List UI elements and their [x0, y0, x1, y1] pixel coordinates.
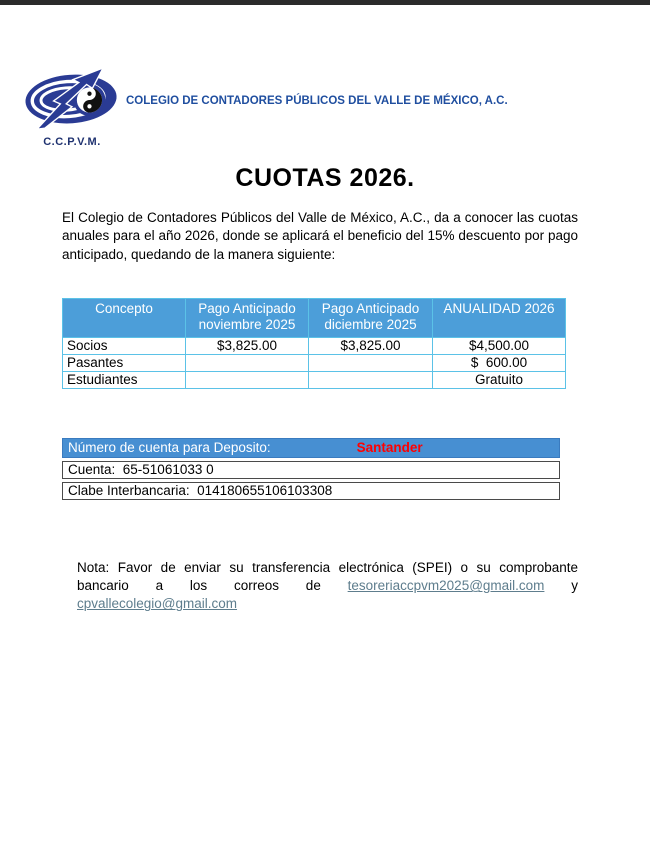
ccpvm-logo-icon	[23, 67, 121, 133]
bank-section-header	[62, 438, 560, 458]
bank-account-section	[62, 438, 560, 500]
cell-estudiantes-diciembre	[309, 371, 433, 388]
fees-table	[62, 298, 566, 389]
table-row-socios	[63, 337, 566, 354]
fees-table-header-row	[63, 298, 566, 337]
cell-pasantes-diciembre	[309, 354, 433, 371]
column-header-anualidad: ANUALIDAD 2026	[433, 298, 566, 337]
email-link-tesoreria[interactable]: tesoreriaccpvm2025@gmail.com	[347, 578, 545, 594]
cell-socios-diciembre: $3,825.00	[309, 337, 433, 354]
logo-caption: C.C.P.V.M.	[43, 136, 101, 148]
bank-account-number: Cuenta: 65-51061033 0	[62, 461, 560, 479]
page-top-border	[0, 0, 650, 5]
table-row-estudiantes	[63, 371, 566, 388]
note-text: Nota: Favor de enviar su transferencia electrónica (SPEI) o su comprobante bancario a los correos de	[77, 559, 578, 594]
note-paragraph	[77, 559, 578, 614]
bank-clabe-number: Clabe Interbancaria: 014180655106103308	[62, 482, 560, 500]
document-header	[22, 67, 650, 148]
table-row-pasantes	[63, 354, 566, 371]
cell-socios-noviembre: $3,825.00	[186, 337, 309, 354]
cell-estudiantes-label: Estudiantes	[63, 371, 186, 388]
cell-pasantes-anualidad: $ 600.00	[433, 354, 566, 371]
email-link-cpvalle[interactable]: cpvallecolegio@gmail.com	[77, 596, 238, 612]
page-title: CUOTAS 2026.	[235, 164, 415, 192]
column-header-concepto: Concepto	[63, 298, 186, 337]
column-header-pago-diciembre: Pago Anticipado diciembre 2025	[309, 298, 433, 337]
organization-logo	[22, 67, 122, 148]
column-header-pago-noviembre: Pago Anticipado noviembre 2025	[186, 298, 309, 337]
organization-name: COLEGIO DE CONTADORES PÚBLICOS DEL VALLE DE MÉXICO, A.C.	[126, 94, 508, 107]
cell-socios-anualidad: $4,500.00	[433, 337, 566, 354]
cell-socios-label: Socios	[63, 337, 186, 354]
bank-header-label: Número de cuenta para Deposito:	[68, 439, 271, 455]
cell-pasantes-noviembre	[186, 354, 309, 371]
note-connector: y	[544, 578, 578, 594]
cell-estudiantes-anualidad: Gratuito	[433, 371, 566, 388]
intro-paragraph: El Colegio de Contadores Públicos del Valle de México, A.C., da a conocer las cuotas anuales para el año 2026, donde se aplicará el beneficio del 15% descuento por pago anticipado, quedando de la manera siguiente:	[62, 210, 578, 262]
cell-estudiantes-noviembre	[186, 371, 309, 388]
bank-name: Santander	[356, 439, 423, 455]
cell-pasantes-label: Pasantes	[63, 354, 186, 371]
